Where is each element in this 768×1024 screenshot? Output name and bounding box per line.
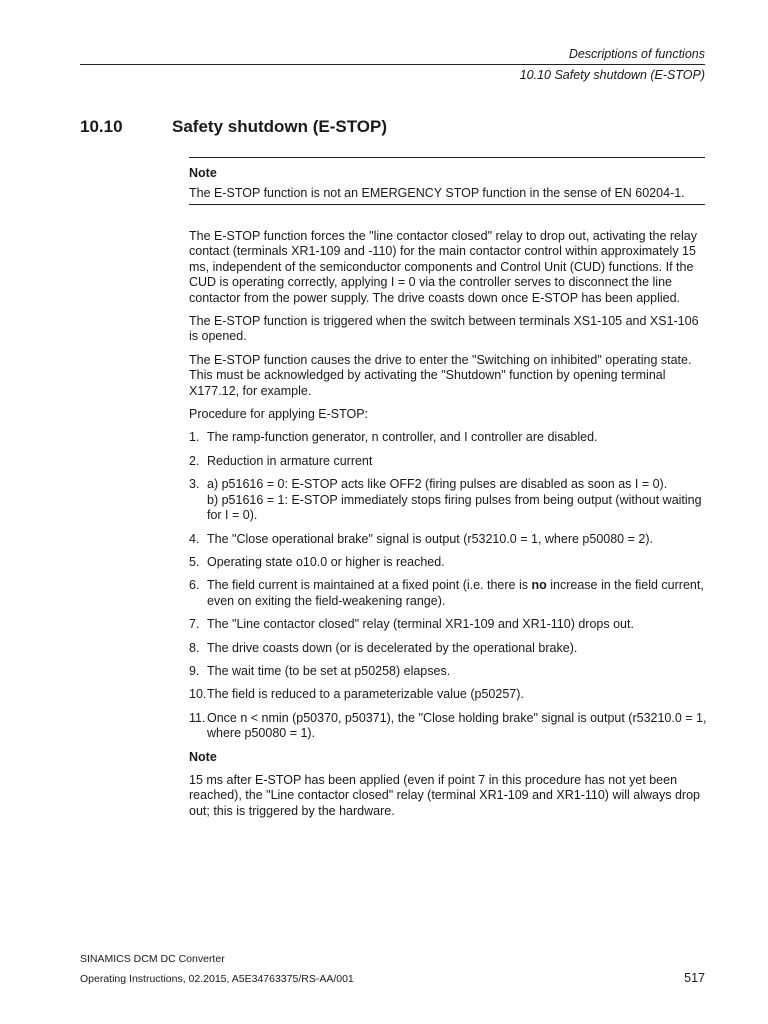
step-number: 7.: [189, 617, 200, 632]
step-text: The "Close operational brake" signal is output (r53210.0 = 1, where p50080 = 2).: [207, 531, 653, 546]
list-item: [189, 555, 709, 570]
step-number: 6.: [189, 578, 200, 593]
step-text: Operating state o10.0 or higher is reached.: [207, 554, 445, 569]
step-text: [207, 578, 709, 609]
step-option-a: a) p51616 = 0: E-STOP acts like OFF2 (firing pulses are disabled as soon as I = 0).: [207, 477, 668, 492]
step-text-before: The field current is maintained at a fixed point (i.e. there is: [207, 578, 532, 593]
paragraph: The E-STOP function forces the "line contactor closed" relay to drop out, activating the relay contact (terminals XR1-109 and -110) for the main contactor control within approximately 15 ms, independent of the semiconductor components and Control Unit (CUD) functions. If the CUD is operating correctly, applying I = 0 via the controller serves to disconnect the line contactor from the power supply. The drive coasts down once E-STOP has been applied.: [189, 229, 697, 305]
step-number: 9.: [189, 663, 200, 678]
step-number: 10.: [189, 687, 207, 702]
running-header-section: 10.10 Safety shutdown (E-STOP): [519, 68, 705, 82]
step-number: 1.: [189, 430, 200, 445]
step-text: The ramp-function generator, n controller, and I controller are disabled.: [207, 430, 598, 445]
step-text: The field is reduced to a parameterizable value (p50257).: [207, 687, 524, 702]
page-number: 517: [684, 971, 705, 985]
list-item: [189, 687, 709, 702]
list-item: [189, 617, 709, 632]
footer-product: SINAMICS DCM DC Converter: [80, 953, 225, 965]
step-text: Once n < nmin (p50370, p50371), the "Close holding brake" signal is output (r53210.0 = 1, where p50080 = 1).: [207, 710, 707, 741]
paragraph: The E-STOP function is triggered when the switch between terminals XS1-105 and XS1-106 is opened.: [189, 314, 699, 344]
procedure-list: [189, 430, 709, 741]
footer-document: Operating Instructions, 02.2015, A5E34763375/RS-AA/001: [80, 973, 354, 985]
step-text: [207, 477, 709, 523]
emphasis-no: no: [531, 578, 547, 593]
body-text: [189, 229, 709, 827]
list-item: [189, 711, 709, 742]
note2-text: 15 ms after E-STOP has been applied (even if point 7 in this procedure has not yet been reached), the "Line contactor closed" relay (terminal XR1-109 and XR1-110) will always drop out; this is triggered by the hardware.: [189, 772, 700, 818]
step-text: The wait time (to be set at p50258) elapses.: [207, 663, 451, 678]
list-item: [189, 641, 709, 656]
section-number: 10.10: [80, 117, 123, 136]
list-item: [189, 477, 709, 523]
running-header-chapter: Descriptions of functions: [568, 47, 705, 61]
step-number: 11.: [189, 710, 206, 725]
note-text: The E-STOP function is not an EMERGENCY STOP function in the sense of EN 60204-1.: [189, 186, 685, 200]
step-text: The drive coasts down (or is decelerated by the operational brake).: [207, 640, 578, 655]
step-number: 5.: [189, 554, 200, 569]
list-item: [189, 578, 709, 609]
list-item: [189, 532, 709, 547]
step-number: 8.: [189, 640, 200, 655]
note-box: [189, 157, 705, 205]
step-option-b: b) p51616 = 1: E-STOP immediately stops firing pulses from being output (without waiting for I = 0).: [207, 492, 702, 523]
list-item: [189, 430, 709, 445]
list-item: [189, 664, 709, 679]
step-text: The "Line contactor closed" relay (terminal XR1-109 and XR1-110) drops out.: [207, 617, 634, 632]
step-number: 4.: [189, 531, 200, 546]
note-title: Note: [189, 166, 217, 180]
paragraph: The E-STOP function causes the drive to enter the "Switching on inhibited" operating state. This must be acknowledged by activating the "Shutdown" function by opening terminal X177.12, for example.: [189, 352, 692, 398]
section-title: Safety shutdown (E-STOP): [172, 117, 388, 136]
list-item: [189, 454, 709, 469]
header-rule: [80, 64, 705, 65]
step-number: 2.: [189, 453, 200, 468]
note2-title: Note: [189, 749, 217, 764]
step-text-after: increase in the field current, even on exiting the field-weakening range).: [207, 578, 704, 608]
step-text: Reduction in armature current: [207, 453, 373, 468]
step-number: 3.: [189, 477, 200, 492]
paragraph: Procedure for applying E-STOP:: [189, 407, 369, 422]
